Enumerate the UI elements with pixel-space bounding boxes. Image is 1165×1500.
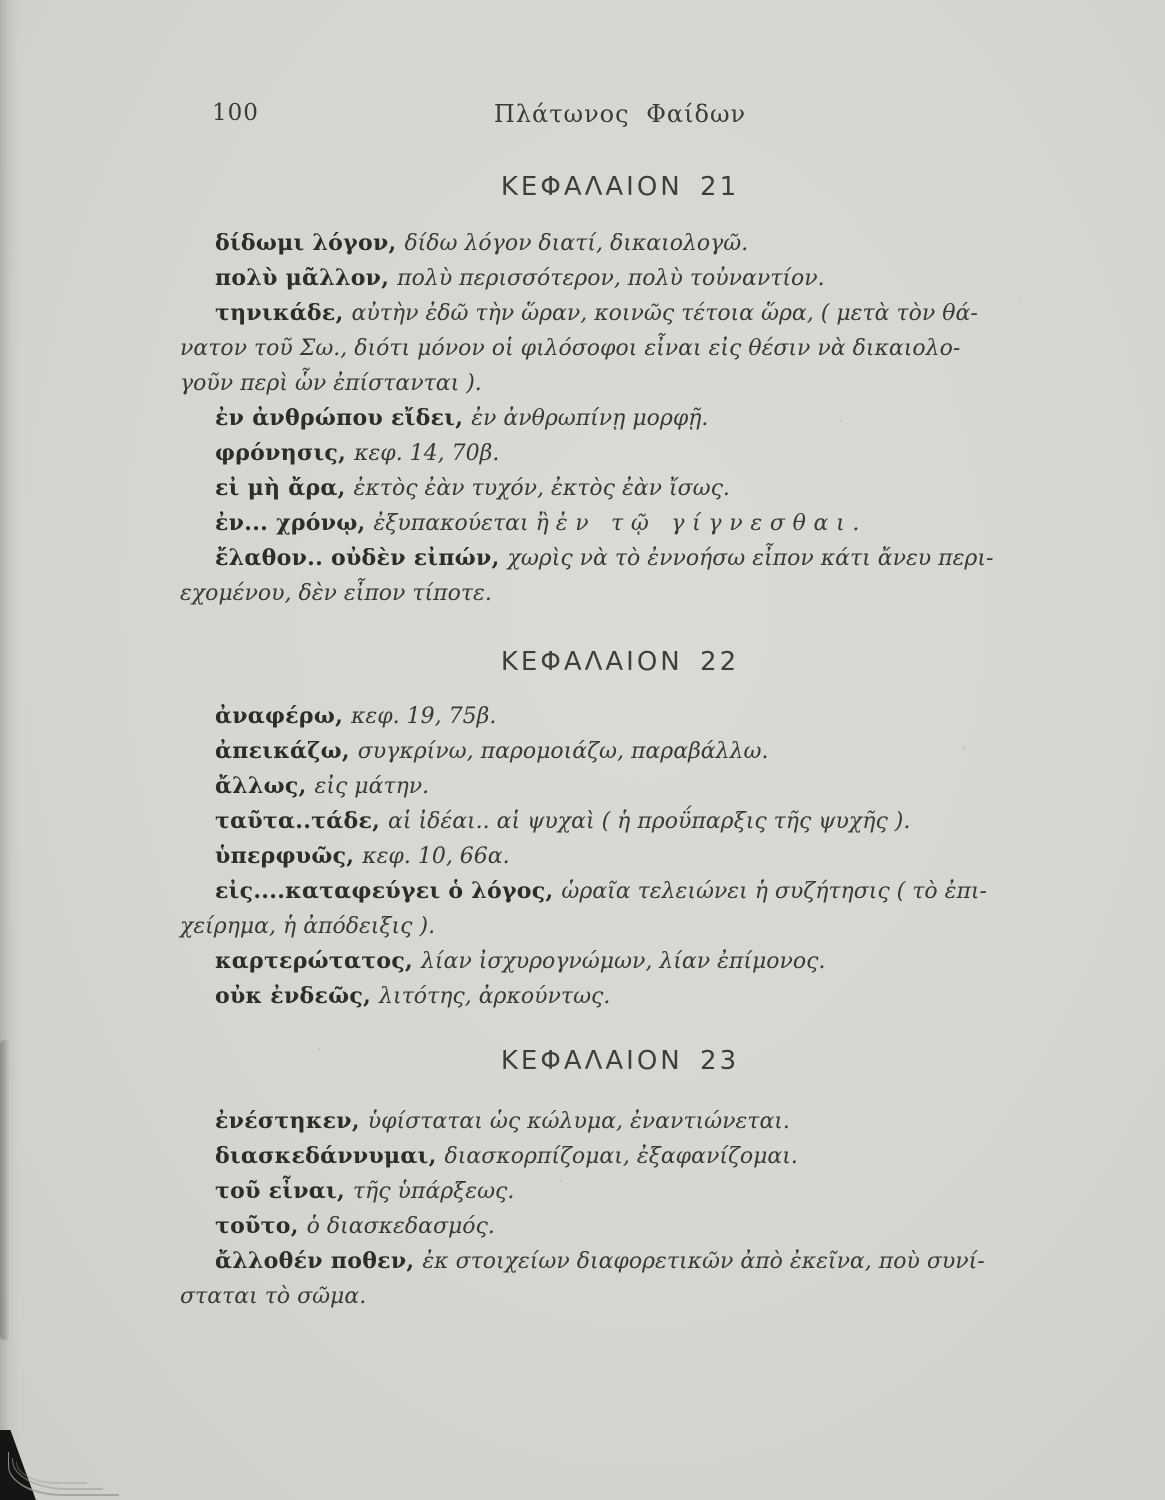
entry-lemma: τοῦτο,	[215, 1213, 307, 1239]
glossary-entry	[180, 1209, 1060, 1244]
entry-lemma: ἀναφέρω,	[215, 703, 351, 729]
entry-lemma: ὑπερφυῶς,	[215, 843, 363, 869]
entry-lemma: οὐκ ἐνδεῶς,	[215, 983, 380, 1009]
entry-definition: ὑφίσταται ὡς κώλυμα, ἐναντιώνεται.	[367, 1109, 790, 1134]
entry-lemma: εἰς....καταφεύγει ὁ λόγος,	[215, 878, 562, 904]
paper-speck	[1020, 300, 1022, 302]
running-title: Πλάτωνος Φαίδων	[493, 100, 747, 128]
entry-definition: χείρημα, ἡ ἀπόδειξις ).	[180, 914, 436, 939]
paper-speck	[840, 420, 842, 422]
entries-block	[180, 226, 1060, 611]
entry-definition: εχομένου, δὲν εἶπον τίποτε.	[180, 581, 492, 606]
entry-definition: ἐν ἀνθρωπίνῃ μορφῇ.	[471, 406, 709, 431]
chapter-section	[180, 1046, 1060, 1314]
glossary-entry	[180, 1244, 1060, 1314]
entry-lemma: τοῦ εἶναι,	[215, 1178, 353, 1204]
glossary-entry	[180, 769, 1060, 804]
entry-definition: χωρὶς νὰ τὸ ἐννοήσω εἶπον κάτι ἄνευ περι-	[507, 546, 994, 571]
entry-definition: κεφ. 14, 70β.	[354, 441, 500, 466]
page-number: 100	[212, 100, 259, 126]
chapter-heading: ΚΕΦΑΛΑΙΟΝ 23	[500, 1046, 740, 1076]
chapter-heading: ΚΕΦΑΛΑΙΟΝ 22	[500, 647, 740, 677]
entry-lemma: δίδωμι λόγον,	[215, 230, 405, 256]
entry-lemma: φρόνησις,	[215, 440, 355, 466]
chapter-heading: ΚΕΦΑΛΑΙΟΝ 21	[500, 172, 740, 202]
glossary-entry	[180, 401, 1060, 436]
glossary-entry	[180, 541, 1060, 611]
entry-definition: ἐν τῷ γίγνεσθαι.	[555, 511, 868, 536]
entry-lemma: ἐν... χρόνῳ,	[215, 510, 374, 536]
entry-definition: ὡραῖα τελειώνει ἡ συζήτησις ( τὸ ἐπι-	[561, 879, 987, 904]
entries-block	[180, 1104, 1060, 1314]
glossary-entry	[180, 874, 1060, 944]
entry-definition: δίδω λόγον διατί, δικαιολογῶ.	[404, 231, 749, 256]
entry-lemma: τηνικάδε,	[215, 300, 352, 326]
glossary-entry	[180, 226, 1060, 261]
entry-definition: αἱ ἰδέαι.. αἱ ψυχαὶ ( ἡ προΰπαρξις τῆς ψυχῆς ).	[388, 809, 911, 834]
entry-lemma: ἀπεικάζω,	[215, 738, 358, 764]
entry-lemma: ἐνέστηκεν,	[215, 1108, 368, 1134]
page-header	[180, 100, 1060, 134]
entry-definition: λίαν ἰσχυρογνώμων, λίαν ἐπίμονος.	[420, 949, 826, 974]
entry-definition: ἐκτὸς ἐὰν τυχόν, ἐκτὸς ἐὰν ἴσως.	[353, 476, 730, 501]
glossary-entry	[180, 804, 1060, 839]
glossary-entry	[180, 734, 1060, 769]
entry-definition: διασκορπίζομαι, ἐξαφανίζομαι.	[444, 1144, 798, 1169]
glossary-entry	[180, 1104, 1060, 1139]
entry-definition: αὐτὴν ἐδῶ τὴν ὥραν, κοινῶς τέτοια ὥρα, ( μετὰ τὸν θά-	[351, 301, 978, 326]
entry-definition: ὁ διασκεδασμός.	[306, 1214, 495, 1239]
entry-definition: κεφ. 19, 75β.	[351, 704, 497, 729]
entry-definition: κεφ. 10, 66α.	[362, 844, 510, 869]
glossary-entry	[180, 699, 1060, 734]
entry-definition: πολὺ περισσότερον, πολὺ τοὐναντίον.	[397, 266, 825, 291]
glossary-entry	[180, 261, 1060, 296]
entry-lemma: διασκεδάννυμαι,	[215, 1143, 445, 1169]
chapter-section	[180, 172, 1060, 611]
glossary-entry	[180, 979, 1060, 1014]
entry-lemma: καρτερώτατος,	[215, 948, 421, 974]
entry-definition: τῆς ὑπάρξεως.	[352, 1179, 515, 1204]
entry-definition: ἐκ στοιχείων διαφορετικῶν ἀπὸ ἐκεῖνα, ποὺ συνί-	[422, 1249, 985, 1274]
binding-shadow	[0, 1040, 10, 1340]
entry-definition: νατον τοῦ Σω., διότι μόνον οἱ φιλόσοφοι εἶναι εἰς θέσιν νὰ δικαιολο-	[180, 336, 961, 361]
entry-definition: εἰς μάτην.	[314, 774, 430, 799]
glossary-entry	[180, 471, 1060, 506]
paper-speck	[560, 1180, 562, 1182]
entry-lemma: ἄλλως,	[215, 773, 315, 799]
entry-lemma: ταῦτα..τάδε,	[215, 808, 389, 834]
entries-block	[180, 699, 1060, 1014]
entry-lemma: εἰ μὴ ἄρα,	[215, 475, 354, 501]
page-content	[180, 100, 1060, 1314]
glossary-entry	[180, 944, 1060, 979]
entry-definition: συγκρίνω, παρομοιάζω, παραβάλλω.	[357, 739, 769, 764]
entry-lemma: ἐν ἀνθρώπου εἴδει,	[215, 405, 472, 431]
glossary-entry	[180, 839, 1060, 874]
entry-lemma: πολὺ μᾶλλον,	[215, 265, 398, 291]
glossary-entry	[180, 296, 1060, 401]
glossary-entry	[180, 506, 1060, 541]
entry-definition: γοῦν περὶ ὧν ἐπίστανται ).	[180, 371, 482, 396]
chapters-container	[180, 172, 1060, 1314]
entry-definition: λιτότης, ἀρκούντως.	[379, 984, 611, 1009]
entry-lemma: ἔλαθον.. οὐδὲν εἰπών,	[215, 545, 508, 571]
entry-definition: σταται τὸ σῶμα.	[180, 1284, 367, 1309]
entry-definition: ἐξυπακούεται ἢ	[373, 511, 556, 536]
entry-lemma: ἄλλοθέν ποθεν,	[215, 1248, 423, 1274]
glossary-entry	[180, 436, 1060, 471]
paper-speck	[318, 1048, 320, 1050]
paper-speck	[962, 746, 965, 749]
glossary-entry	[180, 1139, 1060, 1174]
glossary-entry	[180, 1174, 1060, 1209]
chapter-section	[180, 647, 1060, 1014]
